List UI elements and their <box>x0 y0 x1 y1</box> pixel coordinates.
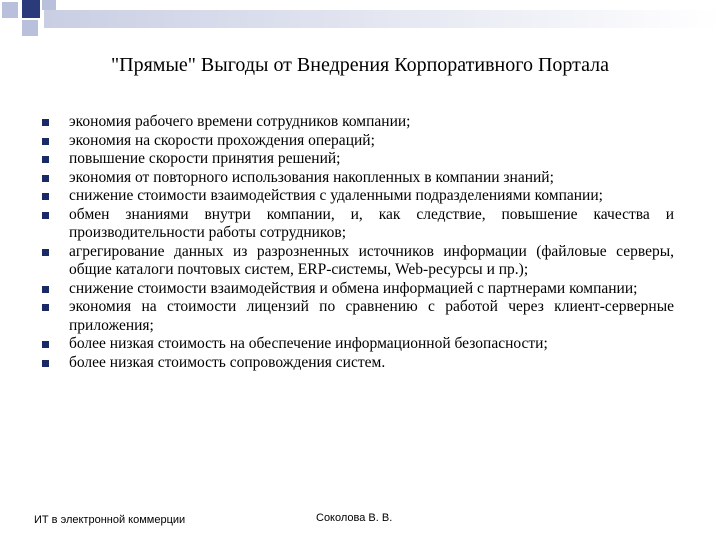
bullet-square-icon <box>42 304 49 311</box>
bullet-square-icon <box>42 360 49 367</box>
bullet-item <box>42 169 674 188</box>
bullet-square-icon <box>42 286 49 293</box>
deco-square-light <box>42 0 56 10</box>
bullet-text: снижение стоимости взаимодействия и обмена информацией с партнерами компании; <box>69 279 638 297</box>
bullet-text: экономия рабочего времени сотрудников компании; <box>69 113 411 130</box>
bullet-text: более низкая стоимость сопровождения систем. <box>69 353 386 371</box>
bullet-text: экономия на стоимости лицензий по сравнению с работой через клиент-серверные приложения; <box>69 298 674 334</box>
bullet-item <box>42 150 674 169</box>
slide-title: "Прямые" Выгоды от Внедрения Корпоративного Портала <box>110 54 610 76</box>
deco-square-dark <box>22 0 40 18</box>
bullet-square-icon <box>42 156 49 163</box>
deco-square-light <box>22 20 38 36</box>
bullet-square-icon <box>42 119 49 126</box>
bullet-text: экономия от повторного использования накопленных в компании знаний; <box>69 168 554 186</box>
bullet-square-icon <box>42 175 49 182</box>
footer-course: ИТ в электронной коммерции <box>34 514 186 526</box>
bullet-item <box>42 354 674 373</box>
bullet-text: обмен знаниями внутри компании, и, как следствие, повышение качества и производительности работы сотрудников; <box>69 205 674 241</box>
header-band <box>44 10 720 28</box>
bullet-square-icon <box>42 212 49 219</box>
bullet-item <box>42 280 674 299</box>
bullet-square-icon <box>42 138 49 145</box>
bullet-list <box>42 113 674 372</box>
bullet-square-icon <box>42 193 49 200</box>
bullet-square-icon <box>42 249 49 256</box>
bullet-text: более низкая стоимость на обеспечение информационной безопасности; <box>69 335 548 352</box>
bullet-item <box>42 335 674 354</box>
deco-square-light <box>2 2 18 18</box>
bullet-item <box>42 243 674 280</box>
bullet-item <box>42 298 674 335</box>
bullet-text: снижение стоимости взаимодействия с удаленными подразделениями компании; <box>69 187 603 204</box>
bullet-text: повышение скорости принятия решений; <box>69 150 341 167</box>
bullet-square-icon <box>42 341 49 348</box>
bullet-item <box>42 132 674 151</box>
footer-author: Соколова В. В. <box>316 512 393 524</box>
bullet-item <box>42 187 674 206</box>
bullet-text: экономия на скорости прохождения операций; <box>69 131 375 149</box>
bullet-item <box>42 206 674 243</box>
bullet-text: агрегирование данных из разрозненных источников информации (файловые серверы, общие каталоги почтовых систем, ERP-системы, Web-ресурсы и пр.); <box>69 242 674 278</box>
bullet-item <box>42 113 674 132</box>
header-decoration <box>0 0 720 40</box>
